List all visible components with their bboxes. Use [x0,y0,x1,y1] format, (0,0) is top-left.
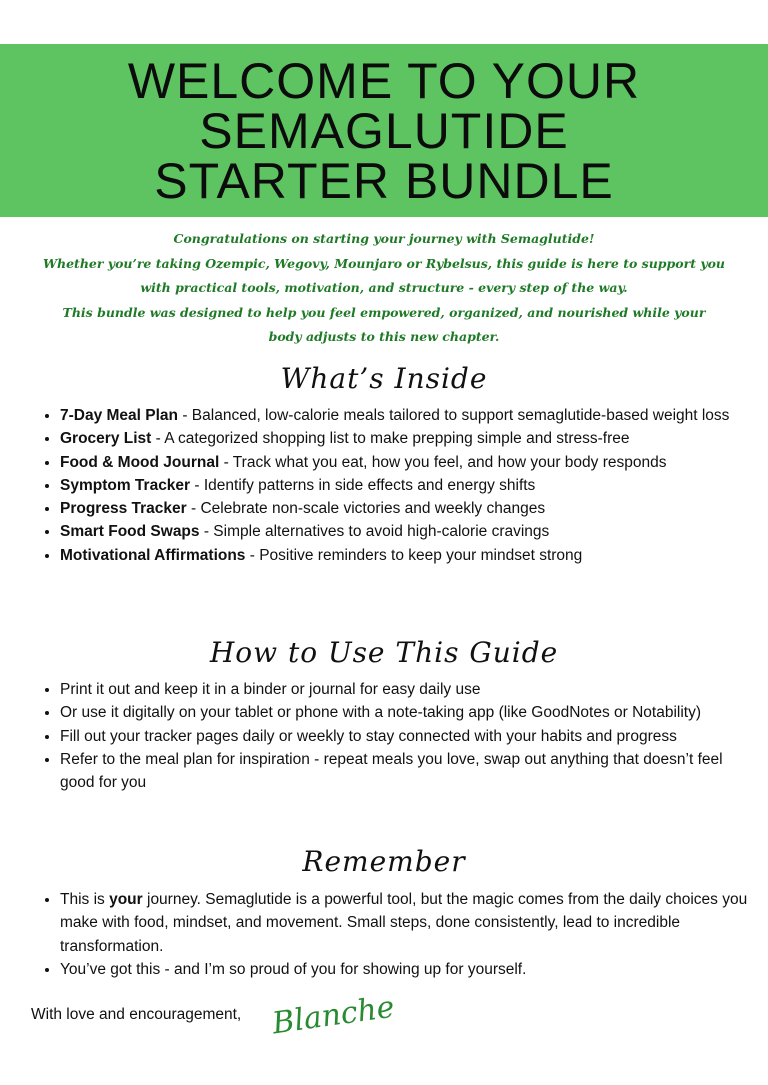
list-item [60,544,760,567]
how-to-use-heading: How to Use This Guide [209,636,559,669]
whats-inside-heading: What’s Inside [280,362,488,395]
item-description: - Identify patterns in side effects and energy shifts [190,476,536,494]
item-description: - Positive reminders to keep your mindset strong [245,546,583,564]
list-item: • Fill out your tracker pages daily or weekly to stay connected with your habits and progress [60,725,760,748]
list-item [60,451,760,474]
item-title: Grocery List [60,430,152,448]
intro-line-5: body adjusts to this new chapter. [268,329,500,344]
item-description: - Track what you eat, how you feel, and how your body responds [219,453,667,471]
item-title: Symptom Tracker [60,476,191,494]
list-item: • Print it out and keep it in a binder or journal for easy daily use [60,678,760,701]
list-item [60,888,760,958]
page-title-line-1: WELCOME TO YOUR [127,52,641,109]
whats-inside-list [32,404,760,567]
closing-text: With love and encouragement, [31,1006,242,1023]
item-title: Smart Food Swaps [60,523,200,541]
intro-line-4: This bundle was designed to help you feel empowered, organized, and nourished while your [62,304,706,320]
list-item: • You’ve got this - and I’m so proud of you for showing up for yourself. [60,958,760,981]
item-title: Progress Tracker [60,500,187,518]
intro-line-1: Congratulations on starting your journey with Semaglutide! [173,231,595,246]
list-item [60,474,760,497]
page-title-line-2: SEMAGLUTIDE [199,102,569,159]
remember-list [32,888,760,981]
item-title: 7-Day Meal Plan [60,407,179,424]
list-item: • Refer to the meal plan for inspiration - repeat meals you love, swap out anything that doesn’t feel good for you [60,748,760,795]
remember-text-start: This is [60,891,110,908]
item-description: - Balanced, low-calorie meals tailored to support semaglutide-based weight loss [178,407,730,424]
item-description: - Simple alternatives to avoid high-calorie cravings [199,523,550,541]
list-item [60,404,760,427]
remember-emphasis: your [109,891,143,908]
list-item [60,427,760,450]
item-description: - Celebrate non-scale victories and weekly changes [186,500,546,518]
list-item [60,497,760,520]
signature: Blanche [270,989,397,1042]
item-title: Food & Mood Journal [60,453,220,471]
list-item: • Or use it digitally on your tablet or phone with a note-taking app (like GoodNotes or Notability) [60,701,760,724]
intro-line-2: Whether you’re taking Ozempic, Wegovy, Mounjaro or Rybelsus, this guide is here to support you [42,255,726,271]
intro-message [0,227,768,350]
item-title: Motivational Affirmations [60,546,246,564]
intro-line-3: with practical tools, motivation, and structure - every step of the way. [140,280,628,295]
item-description: - A categorized shopping list to make prepping simple and stress-free [151,430,630,448]
page-title-line-3: STARTER BUNDLE [154,152,614,209]
remember-heading: Remember [302,845,466,878]
how-to-use-list [32,678,760,794]
list-item [60,520,760,543]
remember-text-end: journey. Semaglutide is a powerful tool, but the magic comes from the daily choices you make with food, mindset, and movement. Small steps, done consistently, lead to incredible transformation. [60,891,748,955]
title-banner [0,44,768,217]
